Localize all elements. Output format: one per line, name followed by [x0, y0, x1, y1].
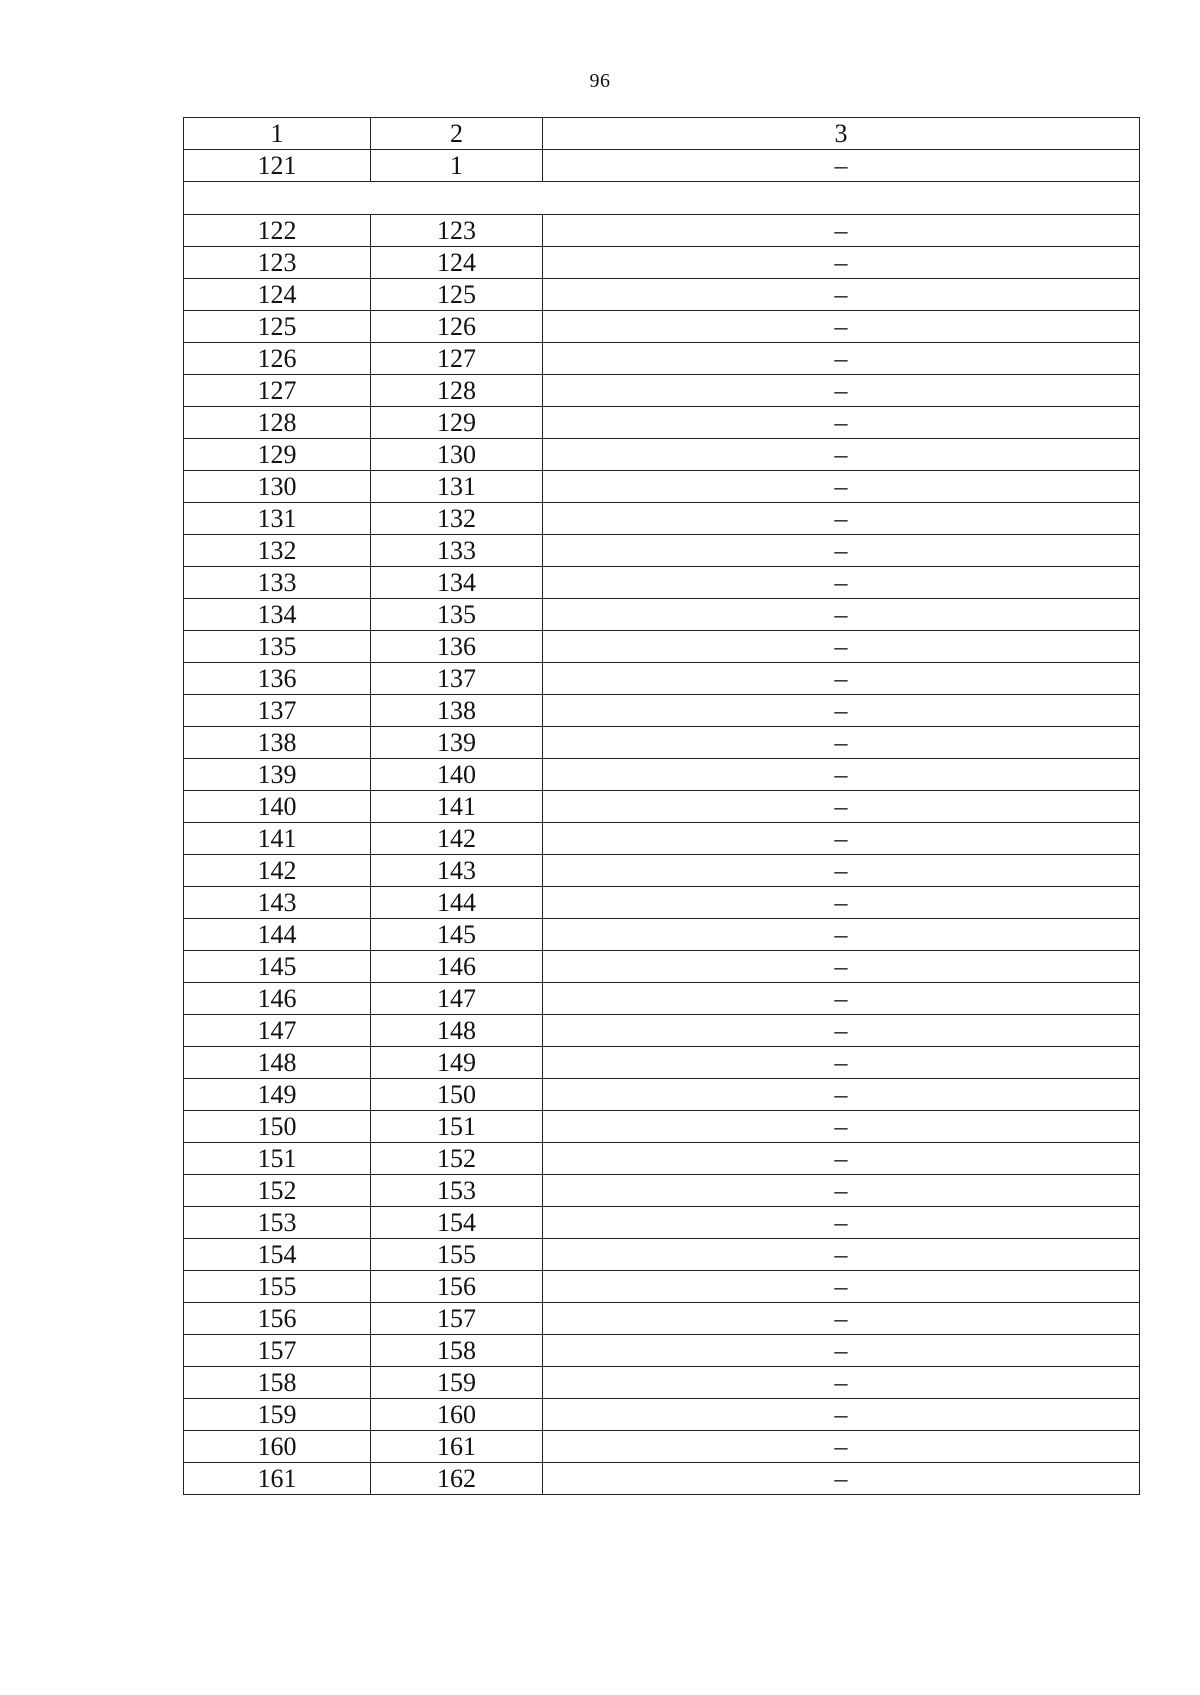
cell-col1: 136 [184, 663, 371, 695]
cell-col1: 137 [184, 695, 371, 727]
cell-col3: – [543, 1015, 1140, 1047]
cell-col1: 147 [184, 1015, 371, 1047]
cell-col3: – [543, 150, 1140, 182]
cell-col2: 133 [371, 535, 543, 567]
cell-col3: – [543, 887, 1140, 919]
cell-col3: – [543, 439, 1140, 471]
table-row [184, 791, 1140, 823]
cell-col3: – [543, 695, 1140, 727]
cell-col2: 123 [371, 215, 543, 247]
cell-col3: – [543, 663, 1140, 695]
header-row [184, 118, 1140, 150]
cell-col3: – [543, 1175, 1140, 1207]
table-row [184, 150, 1140, 182]
table-row [184, 695, 1140, 727]
cell-col3: – [543, 1367, 1140, 1399]
cell-col2: 158 [371, 1335, 543, 1367]
cell-col3: – [543, 1399, 1140, 1431]
cell-col3: – [543, 1111, 1140, 1143]
cell-col3: – [543, 535, 1140, 567]
cell-col3: – [543, 503, 1140, 535]
cell-col1: 134 [184, 599, 371, 631]
cell-col1: 160 [184, 1431, 371, 1463]
table-row [184, 951, 1140, 983]
cell-col1: 154 [184, 1239, 371, 1271]
table-row [184, 407, 1140, 439]
table-row [184, 343, 1140, 375]
cell-col2: 143 [371, 855, 543, 887]
table-row [184, 215, 1140, 247]
blank-separator-cell [184, 182, 1140, 215]
cell-col1: 125 [184, 311, 371, 343]
cell-col2: 151 [371, 1111, 543, 1143]
cell-col2: 124 [371, 247, 543, 279]
cell-col2: 156 [371, 1271, 543, 1303]
data-table [183, 117, 1140, 1495]
table-row [184, 1143, 1140, 1175]
cell-col1: 142 [184, 855, 371, 887]
cell-col1: 122 [184, 215, 371, 247]
cell-col2: 155 [371, 1239, 543, 1271]
cell-col1: 150 [184, 1111, 371, 1143]
cell-col2: 162 [371, 1463, 543, 1495]
cell-col3: – [543, 1143, 1140, 1175]
cell-col2: 140 [371, 759, 543, 791]
table-row [184, 247, 1140, 279]
cell-col3: – [543, 599, 1140, 631]
table-row [184, 983, 1140, 1015]
table-row [184, 631, 1140, 663]
cell-col3: – [543, 343, 1140, 375]
table-row [184, 1015, 1140, 1047]
cell-col3: – [543, 1463, 1140, 1495]
cell-col1: 155 [184, 1271, 371, 1303]
blank-separator-row [184, 182, 1140, 215]
cell-col1: 157 [184, 1335, 371, 1367]
cell-col3: – [543, 1239, 1140, 1271]
cell-col2: 136 [371, 631, 543, 663]
cell-col2: 145 [371, 919, 543, 951]
cell-col2: 138 [371, 695, 543, 727]
cell-col3: – [543, 983, 1140, 1015]
cell-col3: – [543, 471, 1140, 503]
cell-col2: 148 [371, 1015, 543, 1047]
cell-col2: 131 [371, 471, 543, 503]
cell-col3: – [543, 823, 1140, 855]
table-row [184, 919, 1140, 951]
table-row [184, 855, 1140, 887]
table-row [184, 663, 1140, 695]
table-row [184, 1239, 1140, 1271]
cell-col2: 1 [371, 150, 543, 182]
table-row [184, 823, 1140, 855]
cell-col3: – [543, 1271, 1140, 1303]
cell-col1: 139 [184, 759, 371, 791]
table-row [184, 535, 1140, 567]
cell-col2: 130 [371, 439, 543, 471]
cell-col1: 138 [184, 727, 371, 759]
table-row [184, 567, 1140, 599]
cell-col2: 160 [371, 1399, 543, 1431]
cell-col1: 128 [184, 407, 371, 439]
cell-col1: 149 [184, 1079, 371, 1111]
cell-col1: 129 [184, 439, 371, 471]
cell-col2: 127 [371, 343, 543, 375]
cell-col3: – [543, 1079, 1140, 1111]
table-row [184, 1399, 1140, 1431]
cell-col2: 144 [371, 887, 543, 919]
cell-col3: – [543, 567, 1140, 599]
cell-col2: 153 [371, 1175, 543, 1207]
cell-col2: 157 [371, 1303, 543, 1335]
table-row [184, 887, 1140, 919]
cell-col2: 146 [371, 951, 543, 983]
cell-col1: 133 [184, 567, 371, 599]
cell-col3: – [543, 311, 1140, 343]
table-row [184, 1079, 1140, 1111]
header-cell-col3: 3 [543, 118, 1140, 150]
cell-col2: 128 [371, 375, 543, 407]
cell-col2: 126 [371, 311, 543, 343]
cell-col3: – [543, 1207, 1140, 1239]
table-row [184, 439, 1140, 471]
cell-col2: 150 [371, 1079, 543, 1111]
cell-col1: 153 [184, 1207, 371, 1239]
table-row [184, 727, 1140, 759]
table-row [184, 1463, 1140, 1495]
cell-col1: 143 [184, 887, 371, 919]
cell-col3: – [543, 727, 1140, 759]
cell-col2: 161 [371, 1431, 543, 1463]
cell-col2: 141 [371, 791, 543, 823]
cell-col3: – [543, 919, 1140, 951]
cell-col1: 152 [184, 1175, 371, 1207]
table-row [184, 375, 1140, 407]
cell-col1: 159 [184, 1399, 371, 1431]
cell-col1: 126 [184, 343, 371, 375]
table-row [184, 1175, 1140, 1207]
cell-col2: 137 [371, 663, 543, 695]
cell-col1: 141 [184, 823, 371, 855]
table-row [184, 1335, 1140, 1367]
table-row [184, 279, 1140, 311]
cell-col1: 127 [184, 375, 371, 407]
cell-col2: 159 [371, 1367, 543, 1399]
header-cell-col1: 1 [184, 118, 371, 150]
table-row [184, 503, 1140, 535]
table-row [184, 1367, 1140, 1399]
cell-col1: 146 [184, 983, 371, 1015]
cell-col1: 158 [184, 1367, 371, 1399]
cell-col1: 132 [184, 535, 371, 567]
table-row [184, 1207, 1140, 1239]
cell-col2: 132 [371, 503, 543, 535]
cell-col3: – [543, 951, 1140, 983]
cell-col3: – [543, 855, 1140, 887]
cell-col2: 154 [371, 1207, 543, 1239]
cell-col3: – [543, 279, 1140, 311]
cell-col2: 135 [371, 599, 543, 631]
cell-col3: – [543, 791, 1140, 823]
cell-col3: – [543, 1335, 1140, 1367]
cell-col1: 121 [184, 150, 371, 182]
cell-col3: – [543, 375, 1140, 407]
cell-col1: 130 [184, 471, 371, 503]
cell-col1: 131 [184, 503, 371, 535]
table-row [184, 1303, 1140, 1335]
cell-col2: 125 [371, 279, 543, 311]
cell-col1: 124 [184, 279, 371, 311]
cell-col3: – [543, 247, 1140, 279]
table-row [184, 1271, 1140, 1303]
cell-col1: 144 [184, 919, 371, 951]
cell-col2: 149 [371, 1047, 543, 1079]
cell-col1: 161 [184, 1463, 371, 1495]
cell-col1: 140 [184, 791, 371, 823]
cell-col1: 145 [184, 951, 371, 983]
table-row [184, 1047, 1140, 1079]
cell-col1: 151 [184, 1143, 371, 1175]
header-cell-col2: 2 [371, 118, 543, 150]
table-row [184, 471, 1140, 503]
cell-col3: – [543, 1431, 1140, 1463]
cell-col2: 134 [371, 567, 543, 599]
cell-col2: 142 [371, 823, 543, 855]
table-row [184, 311, 1140, 343]
cell-col3: – [543, 407, 1140, 439]
cell-col3: – [543, 215, 1140, 247]
table-row [184, 1431, 1140, 1463]
cell-col1: 148 [184, 1047, 371, 1079]
cell-col2: 129 [371, 407, 543, 439]
cell-col1: 123 [184, 247, 371, 279]
cell-col3: – [543, 631, 1140, 663]
cell-col3: – [543, 1047, 1140, 1079]
cell-col1: 135 [184, 631, 371, 663]
table-row [184, 759, 1140, 791]
cell-col2: 139 [371, 727, 543, 759]
table-body [184, 118, 1140, 1495]
cell-col2: 147 [371, 983, 543, 1015]
table-row [184, 599, 1140, 631]
table-row [184, 1111, 1140, 1143]
cell-col1: 156 [184, 1303, 371, 1335]
cell-col3: – [543, 759, 1140, 791]
cell-col2: 152 [371, 1143, 543, 1175]
cell-col3: – [543, 1303, 1140, 1335]
page-number: 96 [589, 70, 611, 92]
